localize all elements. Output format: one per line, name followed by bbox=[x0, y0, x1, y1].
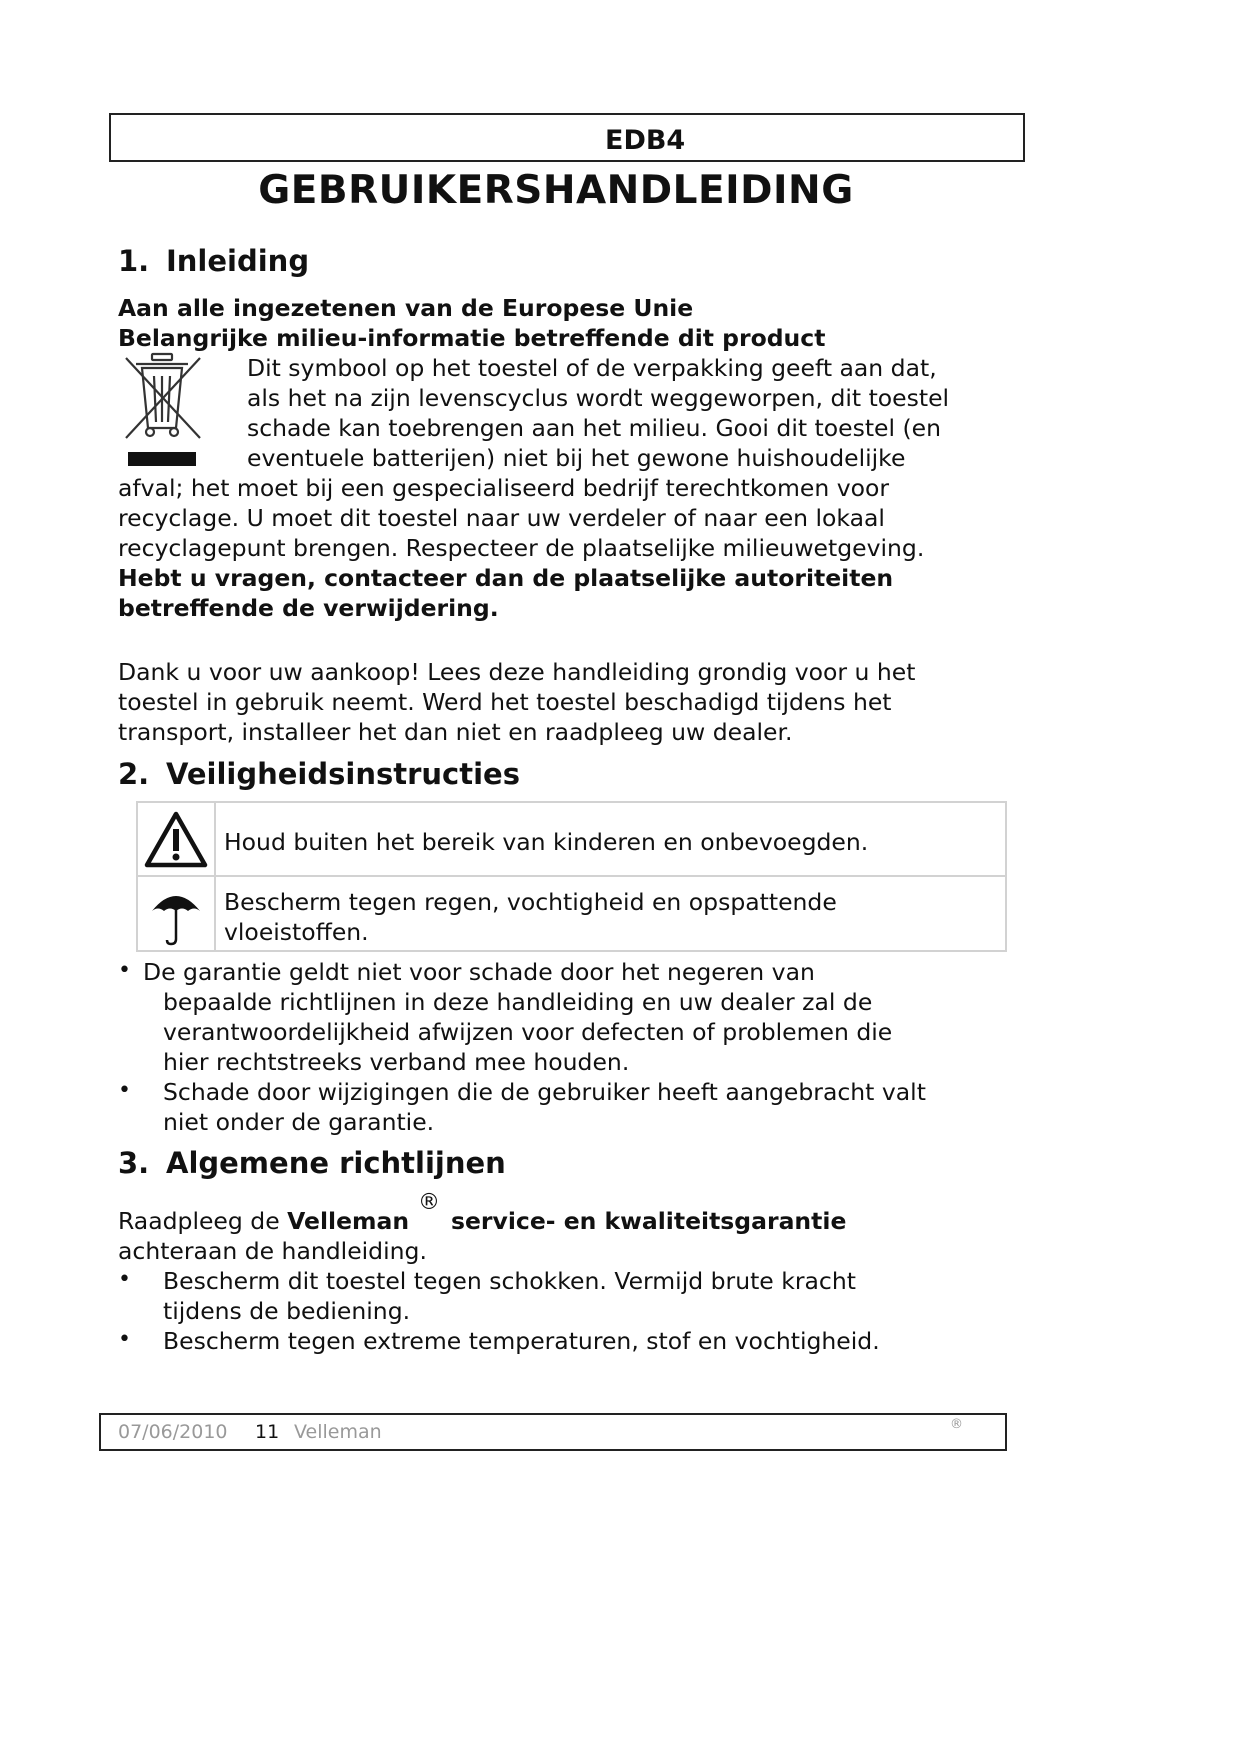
contact-notice-line: Hebt u vragen, contacteer dan de plaatselijke autoriteiten bbox=[118, 564, 894, 592]
section-number: 3. bbox=[118, 1146, 150, 1180]
weee-text-line: als het na zijn levenscyclus wordt weggeworpen, dit toestel bbox=[247, 384, 950, 412]
section-number: 2. bbox=[118, 757, 150, 791]
list-item-line: verantwoordelijkheid afwijzen voor defecten of problemen die bbox=[163, 1018, 893, 1046]
list-item-line: Schade door wijzigingen die de gebruiker heeft aangebracht valt bbox=[163, 1078, 926, 1106]
section-title: Algemene richtlijnen bbox=[166, 1146, 506, 1180]
footer-registered-mark: ® bbox=[950, 1417, 963, 1432]
warranty-intro-line: achteraan de handleiding. bbox=[118, 1237, 427, 1265]
list-item-line: hier rechtstreeks verband mee houden. bbox=[163, 1048, 630, 1076]
safety-text-line: vloeistoffen. bbox=[224, 918, 369, 946]
thanks-line: transport, installeer het dan niet en raadpleeg uw dealer. bbox=[118, 718, 793, 746]
footer-date: 07/06/2010 bbox=[118, 1421, 228, 1443]
bullet-icon: • bbox=[118, 1327, 131, 1352]
model-header-box bbox=[109, 113, 1025, 162]
table-row-divider bbox=[138, 875, 1005, 877]
env-heading: Belangrijke milieu-informatie betreffende dit product bbox=[118, 324, 826, 352]
umbrella-icon bbox=[148, 887, 204, 947]
list-item-line: tijdens de bediening. bbox=[163, 1297, 411, 1325]
weee-text-line: recyclagepunt brengen. Respecteer de plaatselijke milieuwetgeving. bbox=[118, 534, 925, 562]
contact-notice-line: betreffende de verwijdering. bbox=[118, 594, 499, 622]
document-title: GEBRUIKERSHANDLEIDING bbox=[258, 168, 854, 213]
warranty-intro-line bbox=[118, 1206, 409, 1236]
warranty-link-text: service- en kwaliteitsgarantie bbox=[451, 1207, 847, 1235]
section-2-heading bbox=[118, 757, 520, 791]
list-item-line: Bescherm tegen extreme temperaturen, stof en vochtigheid. bbox=[163, 1327, 880, 1355]
section-number: 1. bbox=[118, 244, 150, 278]
weee-text-line: eventuele batterijen) niet bij het gewone huishoudelijke bbox=[247, 444, 906, 472]
thanks-line: Dank u voor uw aankoop! Lees deze handleiding grondig voor u het bbox=[118, 658, 916, 686]
weee-text-line: Dit symbool op het toestel of de verpakking geeft aan dat, bbox=[247, 354, 937, 382]
table-column-divider bbox=[214, 803, 216, 950]
bullet-icon: • bbox=[118, 958, 131, 983]
list-item-line: Bescherm dit toestel tegen schokken. Vermijd brute kracht bbox=[163, 1267, 856, 1295]
list-item-line: niet onder de garantie. bbox=[163, 1108, 435, 1136]
section-title: Inleiding bbox=[166, 244, 310, 278]
bullet-icon: • bbox=[118, 1267, 131, 1292]
weee-text-line: afval; het moet bij een gespecialiseerd bedrijf terechtkomen voor bbox=[118, 474, 890, 502]
footer-box bbox=[99, 1413, 1007, 1451]
safety-table bbox=[136, 801, 1007, 952]
list-item-line: De garantie geldt niet voor schade door het negeren van bbox=[143, 958, 815, 986]
safety-text-line: Bescherm tegen regen, vochtigheid en opspattende bbox=[224, 888, 837, 916]
warranty-intro-text: Raadpleeg de bbox=[118, 1207, 288, 1235]
list-item-line: bepaalde richtlijnen in deze handleiding en uw dealer zal de bbox=[163, 988, 873, 1016]
weee-text-line: recyclage. U moet dit toestel naar uw verdeler of naar een lokaal bbox=[118, 504, 885, 532]
brand-name: Velleman bbox=[287, 1207, 410, 1235]
weee-crossed-bin-icon bbox=[118, 352, 208, 472]
safety-text-line: Houd buiten het bereik van kinderen en onbevoegden. bbox=[224, 828, 869, 856]
eu-heading: Aan alle ingezetenen van de Europese Unie bbox=[118, 294, 694, 322]
section-1-heading bbox=[118, 244, 309, 278]
model-code: EDB4 bbox=[605, 125, 686, 156]
thanks-line: toestel in gebruik neemt. Werd het toestel beschadigd tijdens het bbox=[118, 688, 892, 716]
warning-triangle-icon bbox=[144, 811, 208, 869]
registered-mark: ® bbox=[418, 1190, 440, 1215]
page-number: 11 bbox=[255, 1421, 280, 1443]
section-title: Veiligheidsinstructies bbox=[166, 757, 520, 791]
section-3-heading bbox=[118, 1146, 506, 1180]
bullet-icon: • bbox=[118, 1078, 131, 1103]
weee-text-line: schade kan toebrengen aan het milieu. Gooi dit toestel (en bbox=[247, 414, 942, 442]
footer-brand: Velleman bbox=[294, 1421, 382, 1443]
